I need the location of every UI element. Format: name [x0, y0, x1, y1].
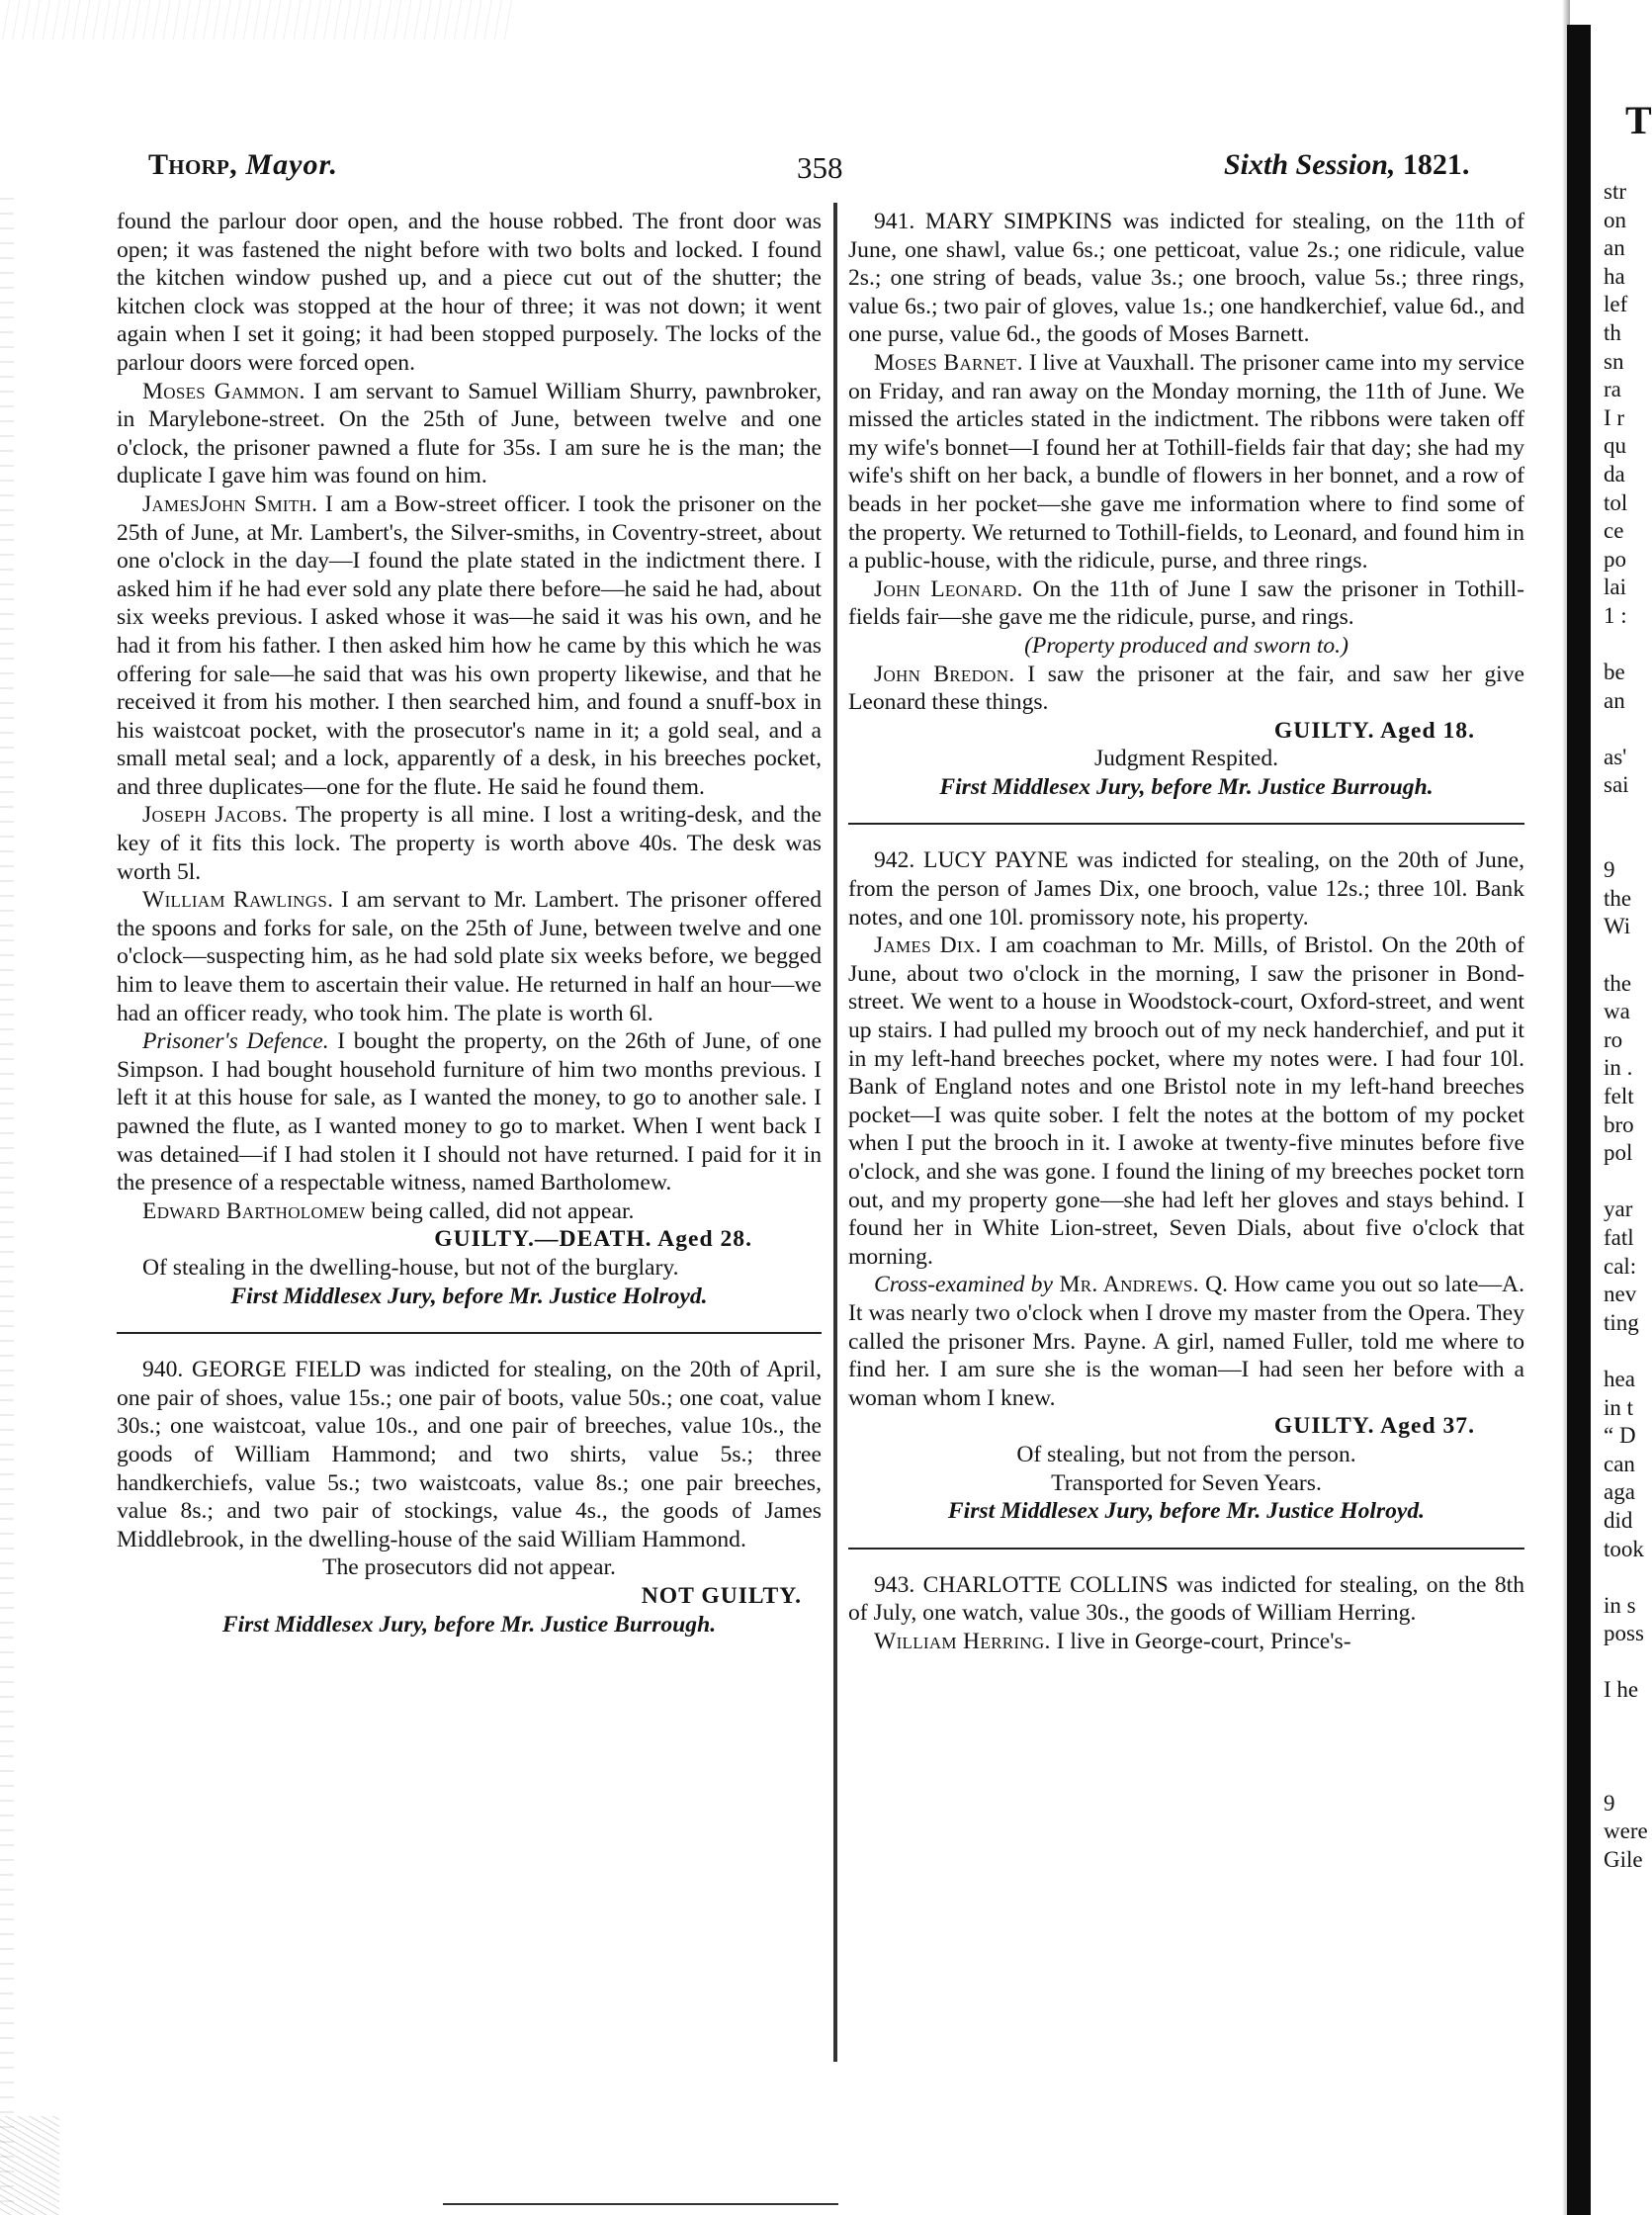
right-column [848, 208, 1524, 1656]
cross-text: Q. How came you out so late—A. It was nearly two o'clock when I drove my master from the Opera. They called the prisoner Mrs. Payne. A girl, named Fuller, told me where to find her. I am sure she is the woman—I had seen her before with a woman whom I knew. [848, 1272, 1524, 1411]
jury-942: First Middlesex Jury, before Mr. Justice Holroyd. [947, 1498, 1426, 1525]
next-page-line: cal: [1604, 1253, 1637, 1279]
case-divider [117, 1332, 822, 1334]
witness-name: John Leonard. [874, 576, 1023, 602]
next-page-line: wa [1604, 999, 1630, 1024]
next-page-line: I he [1604, 1677, 1639, 1703]
verdict-942: GUILTY. Aged 37. [1273, 1413, 1475, 1440]
witness-name: James Dix. [874, 932, 982, 959]
next-page-fragment [1604, 98, 1652, 2215]
next-page-line: can [1604, 1451, 1635, 1476]
witness-name: Moses Gammon. [142, 378, 305, 404]
next-page-line [1604, 800, 1646, 829]
next-page-line: in s [1604, 1592, 1636, 1618]
property-note: (Property produced and sworn to.) [1024, 632, 1348, 659]
running-head-right [1224, 148, 1469, 198]
next-page-line: hea [1604, 1366, 1635, 1391]
judgment-941: Judgment Respited. [1093, 746, 1279, 772]
case-943-heading: 943. CHARLOTTE COLLINS was indicted for stealing, on the 8th of July, one watch, value 30s., the goods of William Herring. [848, 1571, 1524, 1627]
testimony-rawlings [117, 886, 822, 1027]
next-page-line: on [1604, 207, 1626, 232]
next-page-line: ting [1604, 1309, 1639, 1335]
testimony-gammon [117, 378, 822, 490]
next-page-line [1604, 941, 1646, 970]
next-page-line: felt [1604, 1084, 1634, 1108]
next-page-line: ra [1604, 377, 1621, 402]
case-divider [848, 1548, 1524, 1550]
jury-940: First Middlesex Jury, before Mr. Justice Burrough. [221, 1611, 717, 1638]
next-page-line [1604, 1563, 1646, 1592]
session-year: 1821. [1402, 148, 1470, 181]
next-page-line: ha [1604, 263, 1625, 289]
next-page-line: nev [1604, 1282, 1637, 1307]
witness-absent [117, 1197, 822, 1226]
next-page-line [1604, 829, 1646, 857]
running-head-left [148, 148, 338, 198]
next-page-line: lai [1604, 575, 1626, 600]
next-page-line [1604, 1168, 1646, 1196]
testimony-text: The property is all mine. I lost a writing-desk, and the key of it fits this lock. The property is worth above 40s. The desk was worth 5l. [117, 802, 822, 885]
witness-name: William Rawlings. [142, 887, 334, 914]
paragraph: found the parlour door open, and the house robbed. The front door was open; it was fastened the night before with two bolts and locked. I found the kitchen window pushed up, and a piece cut out of the shutter; the kitchen clock was stopped at the hour of three; it was not down; it went again when I set it going; it had been stopped purposely. The locks of the parlour doors were forced open. [117, 209, 822, 376]
next-page-line: qu [1604, 433, 1626, 459]
testimony-leonard [848, 576, 1524, 632]
next-page-line: aga [1604, 1479, 1635, 1505]
next-page-line: the [1604, 885, 1632, 911]
next-page-line: 9 [1604, 857, 1615, 883]
case-941-heading: 941. MARY SIMPKINS was indicted for stealing, on the 11th of June, one shawl, value 6s.; one petticoat, value 2s.; one ridicule, value 2s.; one string of beads, value 3s.; one brooch, value 5s.; three rings, value 6s.; two pair of gloves, value 1s.; one handkerchief, value 6d., and one purse, value 6d., the goods of Moses Barnett. [848, 209, 1524, 348]
testimony-text: I live in George-court, Prince's- [1050, 1628, 1351, 1654]
next-page-line [1604, 1761, 1646, 1790]
next-page-line: sn [1604, 348, 1624, 374]
page-number: 358 [797, 150, 843, 185]
case-940-note: The prosecutors did not appear. [322, 1554, 616, 1581]
column-separator [833, 203, 837, 2062]
defence-text: I bought the property, on the 26th of June, of one Simpson. I had bought household furniture of him two months previous. I left it at this house for sale, as I wanted the money, to go to another sale. I pawned the flute, as I wanted money to go to market. When I went back I was detained—if I had stolen it I should not have returned. I paid for it in the presence of a respectable witness, named Bartholomew. [117, 1028, 822, 1196]
testimony-text: On the 11th of June I saw the prisoner in Tothill-fields fair—she gave me the ridicule, purse, and rings. [848, 576, 1525, 631]
sentence-942: Transported for Seven Years. [1051, 1469, 1322, 1496]
cross-label: Cross-examined by [874, 1272, 1053, 1298]
next-page-lines [1604, 178, 1646, 1875]
scan-noise-bottom-left [0, 2116, 59, 2215]
next-page-line: 9 [1604, 1790, 1615, 1816]
case-940-heading: 940. GEORGE FIELD was indicted for stealing, on the 20th of April, one pair of shoes, value 15s.; one pair of boots, value 50s.; one coat, value 30s.; one waistcoat, value 10s., and one pair of breeches, value 10s., the goods of William Hammond; and two shirts, value 5s.; three handkerchiefs, value 5s.; two waistcoats, value 8s.; one pair breeches, value 8s.; and two pair of stockings, value 4s., the goods of James Middlebrook, in the dwelling-house of the said William Hammond. [117, 1357, 822, 1552]
next-page-line: Wi [1604, 914, 1631, 939]
testimony-smith [117, 490, 822, 802]
verdict-note-939: Of stealing in the dwelling-house, but not of the burglary. [142, 1254, 679, 1281]
next-page-line: in t [1604, 1394, 1634, 1420]
scan-noise-top [0, 0, 514, 40]
testimony-text: I am servant to Mr. Lambert. The prisoner offered the spoons and forks for sale, on the 25th of June, between twelve and one o'clock—suspecting him, as he had sold plate six weeks before, we begged him to leave them to ascertain their value. He returned in half an hour—we had an officer ready, who took him. The plate is worth 6l. [117, 887, 823, 1026]
testimony-text: I am servant to Samuel William Shurry, pawnbroker, in Marylebone-street. On the 25th of June, between twelve and one o'clock, the prisoner pawned a flute for 35s. I am sure he is the man; the duplicate I gave him was found on him. [117, 378, 822, 489]
next-page-line [1604, 631, 1646, 660]
testimony-text: I am a Bow-street officer. I took the prisoner on the 25th of June, at Mr. Lambert's, the Silver-smiths, in Coventry-street, about one o'clock in the day—I found the plate stated in the indictment there. I asked him if he had ever sold any plate there before—he said he had, about six weeks previous. I asked whose it was—he said it was his own, and he had it from his father. I then asked him how he came by this which he was offering for sale—he said that was his own property likewise, and that he received it from his mother. I then searched him, and found a snuff-box in his waistcoat pocket, with the prosecutor's name in it; a gold seal, and a small metal seal; and a lock, apparently of a desk, in his breeches pocket, and three duplicates—one for the flute. He said he found them. [117, 490, 822, 800]
mayor-name: Thorp, [148, 148, 237, 181]
next-page-line: yar [1604, 1196, 1633, 1222]
witness-name: Edward Bartholomew [142, 1197, 366, 1224]
next-page-line: sai [1604, 772, 1629, 798]
next-page-line: pol [1604, 1140, 1633, 1166]
book-spine [1567, 25, 1591, 2215]
next-page-line: 1 : [1604, 602, 1627, 628]
next-page-letter: T [1625, 98, 1652, 142]
case-942-heading: 942. LUCY PAYNE was indicted for stealing, on the 20th of June, from the person of James Dix, one brooch, value 12s.; three 10l. Bank notes, and one 10l. promissory note, his property. [848, 847, 1524, 930]
verdict-940: NOT GUILTY. [641, 1582, 802, 1609]
next-page-line: be [1604, 660, 1625, 685]
witness-name: Moses Barnet. [874, 349, 1023, 376]
witness-name: JamesJohn Smith. [142, 490, 318, 517]
next-page-line: the [1604, 970, 1632, 996]
testimony-dix [848, 931, 1524, 1271]
next-page-line [1604, 1337, 1646, 1366]
cross-examination [848, 1271, 1524, 1412]
testimony-herring [848, 1628, 1524, 1656]
next-page-line: lef [1604, 292, 1628, 317]
next-page-line: ro [1604, 1026, 1623, 1052]
witness-name: William Herring. [874, 1628, 1051, 1654]
next-page-line: I r [1604, 404, 1625, 430]
next-page-line: in . [1604, 1055, 1633, 1081]
scan-noise-left [0, 198, 14, 2215]
testimony-text: I am coachman to Mr. Mills, of Bristol. On the 20th of June, about two o'clock in the morning, I saw the prisoner in Bond-street. We went to a house in Woodstock-court, Oxford-street, and went up stairs. I had pulled my brooch out of my neck handerchief, and put it in my left-hand breeches pocket, where my notes were. I had four 10l. Bank of England notes and one Bristol note in my left-hand breeches pocket—I was quite sober. I felt the notes at the bottom of my pocket when I put the brooch in it. I awoke at twenty-five minutes before five o'clock, and she was gone. I found the lining of my breeches pocket torn out, and my property gone—she had left her gloves and stays behind. I found her in White Lion-street, Seven Dials, about five o'clock that morning. [848, 932, 1525, 1270]
testimony-jacobs [117, 801, 822, 886]
verdict-939: GUILTY.—DEATH. Aged 28. [434, 1226, 752, 1253]
next-page-line: tol [1604, 489, 1628, 515]
next-page-line: str [1604, 179, 1626, 204]
defence-label: Prisoner's Defence. [142, 1028, 329, 1055]
next-page-line: po [1604, 546, 1626, 572]
verdict-941: GUILTY. Aged 18. [1273, 717, 1475, 744]
absent-text: being called, did not appear. [365, 1197, 635, 1224]
witness-name: John Bredon. [874, 661, 1015, 687]
next-page-line: da [1604, 461, 1625, 487]
case-divider [848, 823, 1524, 825]
next-page-line [1604, 1648, 1646, 1677]
next-page-line: as' [1604, 744, 1627, 769]
testimony-bredon [848, 661, 1524, 717]
next-page-line: an [1604, 687, 1625, 713]
session-label: Sixth Session, [1224, 148, 1396, 181]
next-page-line: “ D [1604, 1423, 1636, 1449]
next-page-line: bro [1604, 1111, 1634, 1137]
next-page-line: th [1604, 319, 1621, 345]
jury-941: First Middlesex Jury, before Mr. Justice Burrough. [939, 773, 1434, 800]
next-page-line: did [1604, 1507, 1633, 1533]
next-page-line [1604, 1705, 1646, 1733]
testimony-barnet [848, 349, 1524, 576]
prisoners-defence [117, 1027, 822, 1197]
next-page-line: were [1604, 1818, 1648, 1844]
next-page-line: Gile [1604, 1847, 1643, 1873]
testimony-text: I live at Vauxhall. The prisoner came into my service on Friday, and ran away on the Monday morning, the 11th of June. We missed the articles stated in the indictment. The ribbons were taken off my wife's bonnet—I found her at Tothill-fields fair that day; she had my wife's shift on her back, a bundle of flowers in her bonnet, and a row of beads in her pocket—she gave me information where to find some of the property. We returned to Tothill-fields, to Leonard, and found him in a public-house, with the ridicule, purse, and three rings. [848, 349, 1524, 575]
next-page-line: ce [1604, 518, 1624, 544]
counsel-name: Mr. Andrews. [1052, 1272, 1199, 1298]
verdict-note-942: Of stealing, but not from the person. [1016, 1441, 1356, 1467]
bottom-rule [443, 2203, 838, 2205]
jury-939: First Middlesex Jury, before Mr. Justice Holroyd. [230, 1283, 708, 1309]
testimony-text: I saw the prisoner at the fair, and saw her give Leonard these things. [848, 661, 1525, 716]
witness-name: Joseph Jacobs. [142, 802, 289, 829]
next-page-line: poss [1604, 1621, 1644, 1646]
next-page-line [1604, 715, 1646, 744]
next-page-line: an [1604, 235, 1625, 261]
mayor-title: Mayor. [245, 148, 338, 181]
next-page-line: fatl [1604, 1224, 1634, 1250]
next-page-line: took [1604, 1536, 1644, 1561]
left-column [117, 208, 822, 1639]
next-page-line [1604, 1733, 1646, 1762]
